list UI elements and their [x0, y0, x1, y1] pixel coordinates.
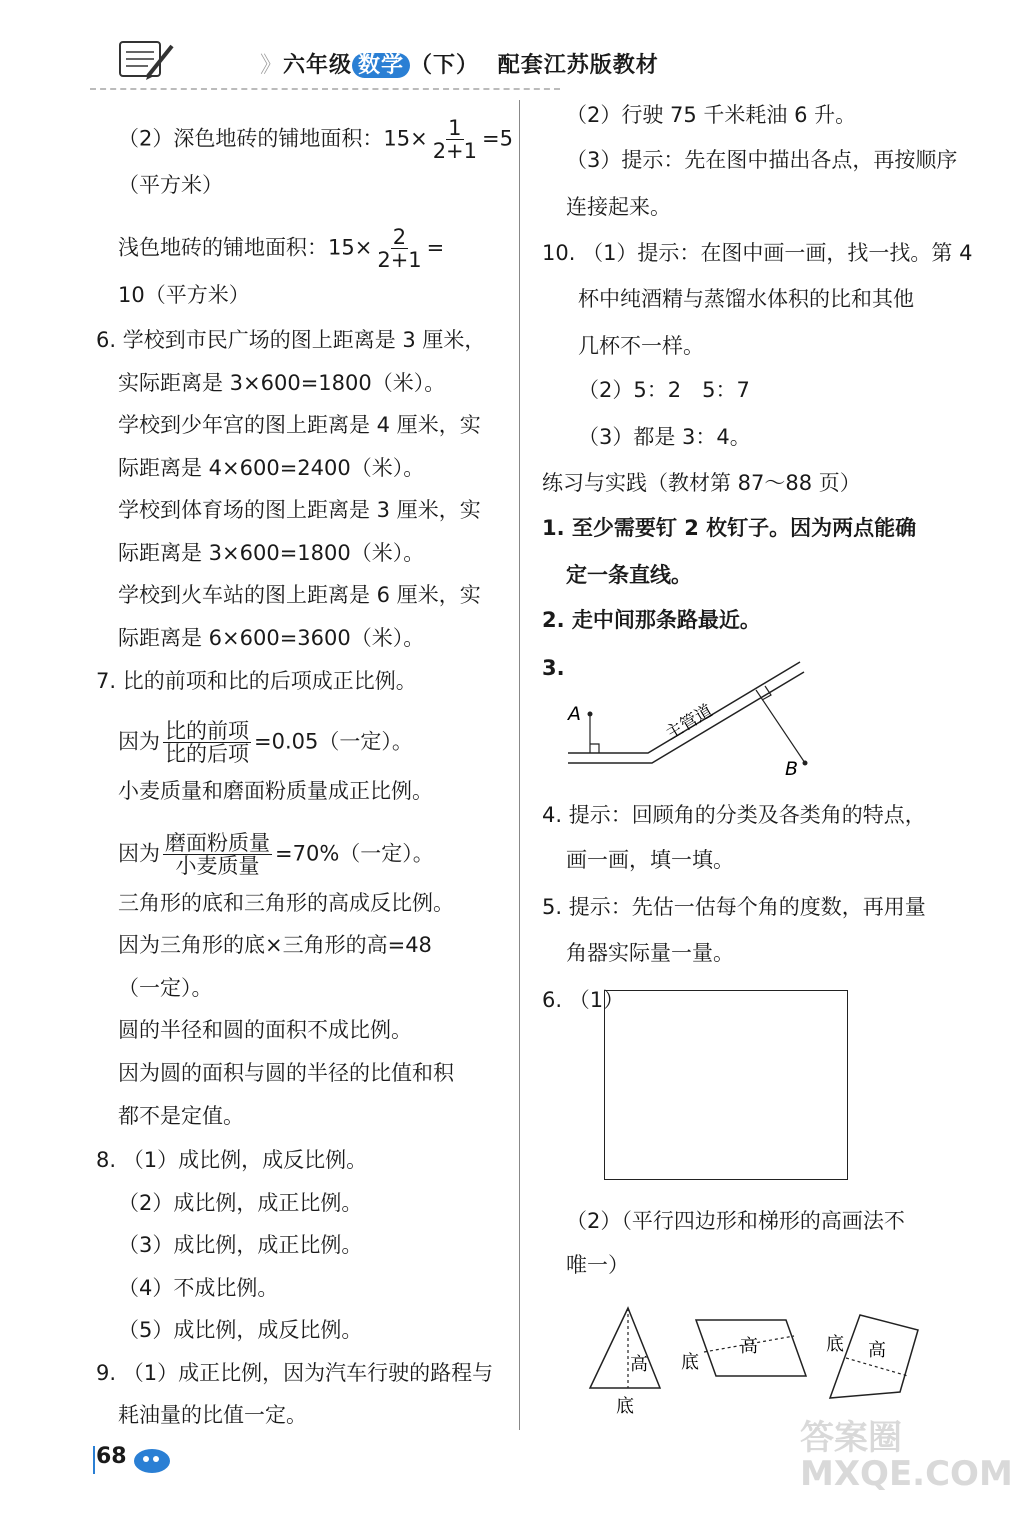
- q6-line: 学校到火车站的图上距离是 6 厘米，实: [118, 583, 481, 607]
- p3-label: 3.: [542, 656, 565, 680]
- p6-label: 6. （1）: [542, 988, 625, 1012]
- label-base-triangle: 底: [616, 1396, 634, 1417]
- p4-line: 4. 提示：回顾角的分类及各类角的特点，: [542, 803, 926, 827]
- label-base-trapezoid: 底: [826, 1334, 844, 1355]
- header-rule: [90, 88, 560, 90]
- q7-line: 都不是定值。: [118, 1104, 244, 1128]
- header-term: （下）: [410, 53, 480, 78]
- page-header: [90, 28, 659, 88]
- q10-line: 杯中纯酒精与蒸馏水体积的比和其他: [578, 287, 914, 311]
- q9-line: （3）提示：先在图中描出各点，再按顺序: [566, 148, 958, 172]
- label-a: A: [568, 703, 581, 725]
- header-chevron-icon: 》: [260, 53, 284, 78]
- watermark: 答案圈 MXQE.COM: [800, 1418, 1013, 1494]
- page-ornament-icon: [130, 1446, 180, 1476]
- header-grade: 六年级: [283, 53, 353, 78]
- label-height-parallelogram: 高: [740, 1336, 758, 1357]
- q7-line: 三角形的底和三角形的高成反比例。: [118, 891, 454, 915]
- perpendicular-b: [756, 690, 805, 763]
- q8-line: 8. （1）成比例，成反比例。: [96, 1148, 368, 1172]
- p1-line: 1. 至少需要钉 2 枚钉子。因为两点能确: [542, 516, 917, 540]
- q10-line: （3）都是 3：4。: [578, 425, 751, 449]
- q7-line: 圆的半径和圆的面积不成比例。: [118, 1018, 412, 1042]
- fraction: $\frac{1}{2+1}$: [432, 116, 478, 163]
- q10-line: 几杯不一样。: [578, 334, 704, 358]
- q5-part2-result: 10（平方米）: [118, 283, 250, 307]
- triangle: [590, 1308, 660, 1388]
- q5-part2-line2: 浅色地砖的铺地面积：15× $\frac{2}{2+1}$ =: [118, 225, 445, 272]
- q7-line: 因为三角形的底×三角形的高=48: [118, 933, 432, 957]
- header-title: [260, 48, 659, 79]
- q7-line: 7. 比的前项和比的后项成正比例。: [96, 669, 417, 693]
- q6-line: 际距离是 4×600=2400（米）。: [118, 456, 425, 480]
- q7-line: 因为圆的面积与圆的半径的比值和积: [118, 1061, 454, 1085]
- fraction: $\frac{2}{2+1}$: [377, 225, 422, 272]
- q5-part2-line1: （2）深色地砖的铺地面积：15× $\frac{1}{2+1}$ =5: [118, 116, 513, 163]
- p1-line: 定一条直线。: [566, 563, 692, 587]
- q9-line: 连接起来。: [566, 195, 671, 219]
- q6-line: 实际距离是 3×600=1800（米）。: [118, 371, 446, 395]
- scroll-pencil-icon: [98, 28, 188, 88]
- label-b: B: [785, 758, 799, 780]
- q10-line: 10. （1）提示：在图中画一画，找一找。第 4: [542, 241, 973, 265]
- header-edition: 配套江苏版教材: [497, 53, 659, 78]
- column-divider: [519, 100, 520, 1430]
- shapes-with-heights-figure: [578, 1300, 938, 1422]
- page-number: 68: [96, 1444, 127, 1469]
- q8-line: （2）成比例，成正比例。: [118, 1191, 363, 1215]
- q9-line: （2）行驶 75 千米耗油 6 升。: [566, 103, 857, 127]
- label-height-trapezoid: 高: [868, 1340, 886, 1361]
- p6-line: 唯一）: [566, 1253, 629, 1277]
- q8-line: （3）成比例，成正比例。: [118, 1233, 363, 1257]
- p2-line: 2. 走中间那条路最近。: [542, 608, 761, 632]
- label-height-triangle: 高: [630, 1354, 648, 1375]
- q7-line: （一定）。: [118, 976, 213, 1000]
- header-subject: 数学: [352, 53, 410, 78]
- q6-line: 际距离是 6×600=3600（米）。: [118, 626, 425, 650]
- rectangle-figure: [604, 990, 848, 1180]
- q8-line: （5）成比例，成反比例。: [118, 1318, 363, 1342]
- fraction: $\frac{\text{磨面粉质量}}{\text{小麦质量}}$: [165, 831, 270, 878]
- q8-line: （4）不成比例。: [118, 1276, 279, 1300]
- q6-line: 学校到少年宫的图上距离是 4 厘米，实: [118, 413, 481, 437]
- p5-line: 5. 提示：先估一估每个角的度数，再用量: [542, 895, 926, 919]
- label-base-parallelogram: 底: [681, 1352, 699, 1373]
- p6-line: （2）（平行四边形和梯形的高画法不: [566, 1209, 905, 1233]
- q5-part2-unit: （平方米）: [118, 173, 223, 197]
- p5-line: 角器实际量一量。: [566, 941, 734, 965]
- q9-line: 9. （1）成正比例，因为汽车行驶的路程与: [96, 1361, 494, 1385]
- label-main-pipe: 主管道: [662, 700, 717, 745]
- q10-line: （2）5：2 5：7: [578, 378, 750, 402]
- page-number-bar: [93, 1446, 95, 1474]
- fraction: $\frac{\text{比的前项}}{\text{比的后项}}$: [165, 719, 249, 766]
- q7-line: 小麦质量和磨面粉质量成正比例。: [118, 779, 433, 803]
- q7-fraction-line: 因为 $\frac{\text{比的前项}}{\text{比的后项}}$ =0.05（一定）。: [118, 719, 413, 766]
- q9-line: 耗油量的比值一定。: [118, 1403, 307, 1427]
- q6-line: 6. 学校到市民广场的图上距离是 3 厘米，: [96, 328, 486, 352]
- section-heading: 练习与实践（教材第 87～88 页）: [542, 471, 861, 495]
- q6-line: 学校到体育场的图上距离是 3 厘米，实: [118, 498, 481, 522]
- p4-line: 画一画，填一填。: [566, 848, 734, 872]
- q6-line: 际距离是 3×600=1800（米）。: [118, 541, 425, 565]
- pipeline-figure: [560, 650, 820, 780]
- q7-fraction-line: 因为 $\frac{\text{磨面粉质量}}{\text{小麦质量}}$ =70%（一定）。: [118, 831, 434, 878]
